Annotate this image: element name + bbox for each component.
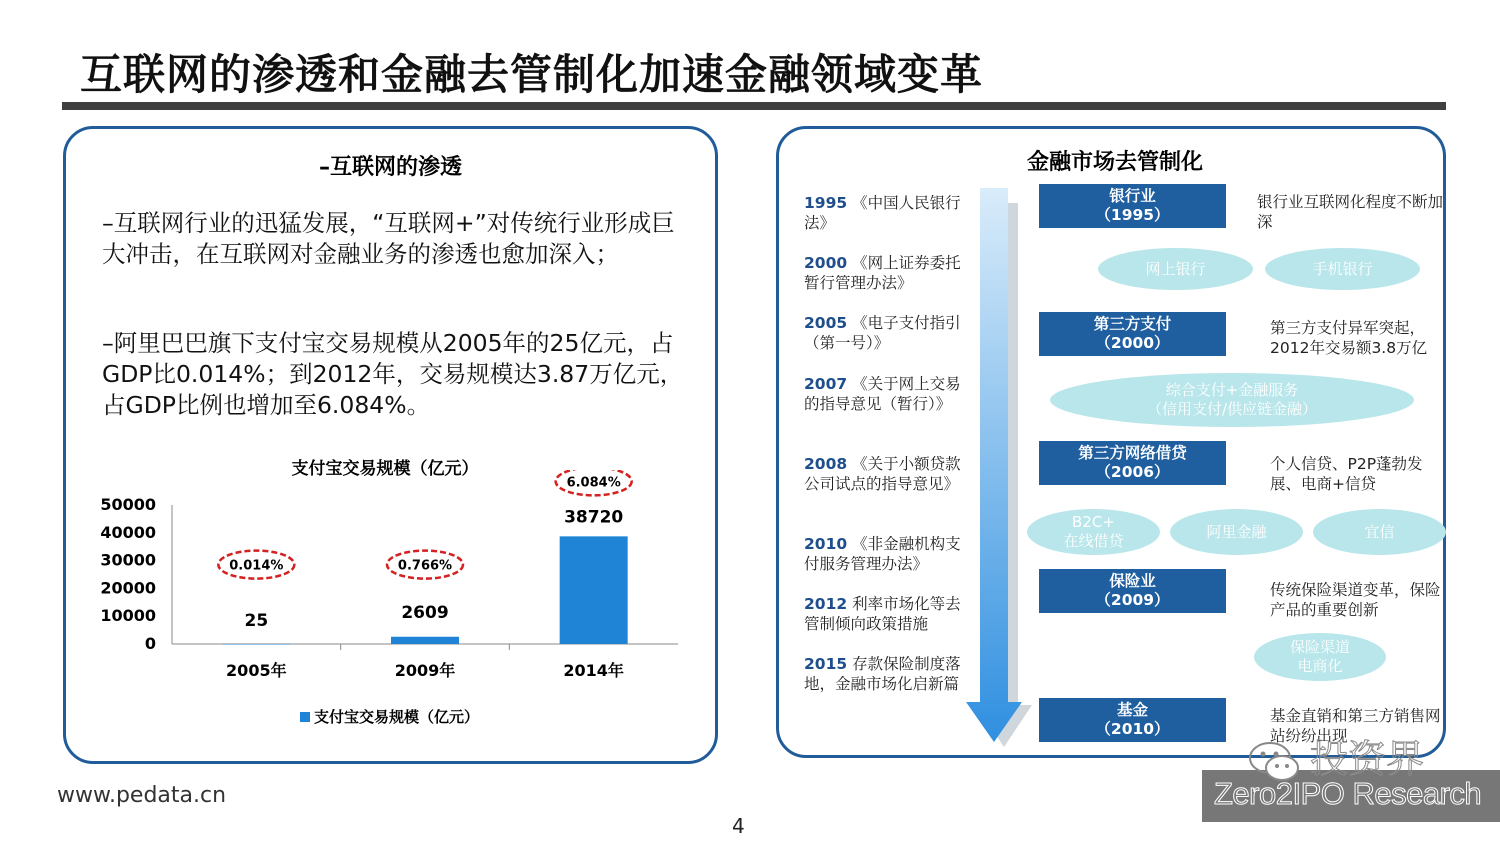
chart-legend <box>300 706 479 727</box>
alipay-scale-paragraph: –阿里巴巴旗下支付宝交易规模从2005年的25亿元，占GDP比0.014%；到2012年，交易规模达3.87万亿元，占GDP比例也增加至6.084%。 <box>102 329 684 419</box>
legend-swatch <box>300 712 310 722</box>
data-label: 38720 <box>564 507 624 528</box>
legend-label: 支付宝交易规模（亿元） <box>314 708 480 726</box>
data-label: 2609 <box>401 603 449 623</box>
law-item: 2000 《网上证券委托暂行管理办法》 <box>804 254 961 292</box>
bar <box>391 637 459 644</box>
category-p2p-lending: 第三方网络借贷 （2006） <box>1039 441 1226 485</box>
category-description: 第三方支付异军突起，2012年交易额3.8万亿 <box>1270 319 1428 357</box>
law-item: 2007 《关于网上交易的指导意见（暂行）》 <box>804 375 961 413</box>
x-tick-label: 2014年 <box>563 661 624 680</box>
x-tick-label: 2005年 <box>226 661 287 680</box>
oval-ali-finance: 阿里金融 <box>1170 509 1303 555</box>
timeline-arrow-icon <box>960 185 1040 750</box>
category-description: 基金直销和第三方销售网站纷纷出现 <box>1270 707 1441 745</box>
right-panel-heading: 金融市场去管制化 <box>1026 150 1203 175</box>
bar <box>222 644 290 645</box>
annotation-label: 0.014% <box>229 558 284 574</box>
data-label: 25 <box>244 611 269 631</box>
law-item: 2015 存款保险制度落地，金融市场化启新篇 <box>804 655 961 693</box>
oval-insurance-ecommerce: 保险渠道 电商化 <box>1254 633 1386 681</box>
bar <box>560 536 628 644</box>
category-third-party-payment: 第三方支付 （2000） <box>1039 312 1226 356</box>
page-number: 4 <box>732 814 745 838</box>
y-tick-label: 10000 <box>100 606 156 626</box>
oval-online-bank: 网上银行 <box>1098 248 1253 290</box>
y-tick-label: 30000 <box>100 550 156 570</box>
y-tick-label: 0 <box>144 634 156 653</box>
y-tick-label: 40000 <box>100 522 156 542</box>
category-description: 银行业互联网化程度不断加深 <box>1257 193 1444 231</box>
x-tick-label: 2009年 <box>394 661 456 680</box>
y-tick-label: 50000 <box>100 495 156 514</box>
law-item: 2012 利率市场化等去管制倾向政策措施 <box>804 595 961 633</box>
alipay-bar-chart <box>90 470 690 685</box>
category-description: 个人信贷、P2P蓬勃发展、电商+信贷 <box>1270 455 1423 493</box>
oval-b2c-lending: B2C+ 在线借贷 <box>1027 509 1160 555</box>
footer-url[interactable]: www.pedata.cn <box>57 783 227 808</box>
annotation-label: 6.084% <box>566 475 621 491</box>
oval-yixin: 宜信 <box>1313 509 1446 555</box>
chart-title: 支付宝交易规模（亿元） <box>291 459 479 479</box>
brand-chinese: 投资界 <box>1310 737 1425 781</box>
category-insurance: 保险业 （2009） <box>1039 569 1226 613</box>
title-underline <box>62 102 1446 110</box>
oval-mobile-bank: 手机银行 <box>1265 248 1420 290</box>
category-description: 传统保险渠道变革，保险产品的重要创新 <box>1270 581 1441 619</box>
brand-english: Zero2IPO Research <box>1214 776 1482 811</box>
y-tick-label: 20000 <box>100 578 156 598</box>
category-fund: 基金 （2010） <box>1039 698 1226 742</box>
law-item: 2005 《电子支付指引（第一号）》 <box>804 314 961 352</box>
oval-integrated-payment: 综合支付+金融服务 （信用支付/供应链金融） <box>1050 373 1414 427</box>
law-item: 2008 《关于小额贷款公司试点的指导意见》 <box>804 455 961 493</box>
left-panel-heading: –互联网的渗透 <box>318 155 462 180</box>
internet-penetration-paragraph: –互联网行业的迅猛发展，“互联网+”对传统行业形成巨大冲击，在互联网对金融业务的渗透也愈加深入； <box>102 209 675 268</box>
annotation-label: 0.766% <box>397 558 453 574</box>
law-item: 1995 《中国人民银行法》 <box>804 194 961 232</box>
category-banking: 银行业 （1995） <box>1039 184 1226 228</box>
page-title: 互联网的渗透和金融去管制化加速金融领域变革 <box>80 50 984 99</box>
law-item: 2010 《非金融机构支付服务管理办法》 <box>804 535 961 573</box>
